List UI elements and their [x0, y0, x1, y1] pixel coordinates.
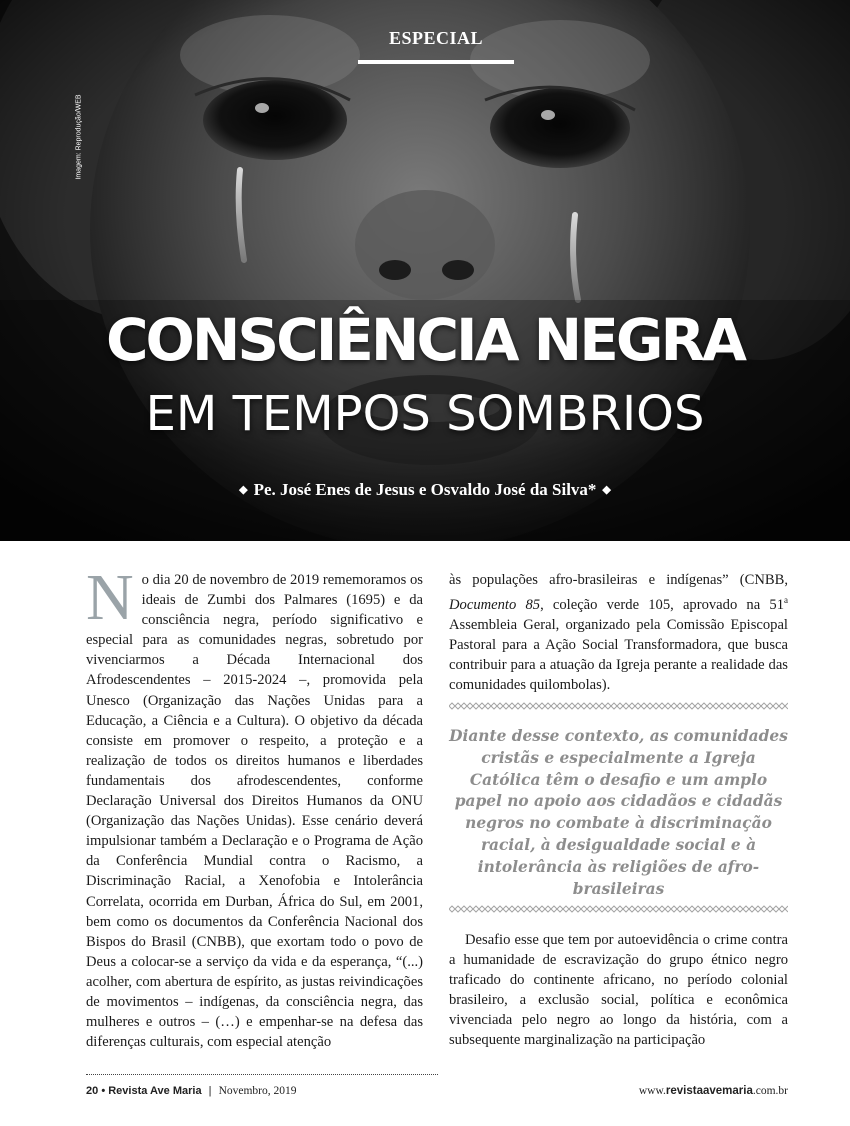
page-number: 20 — [86, 1085, 99, 1097]
footer-separator: | — [208, 1085, 212, 1097]
footer-folio — [86, 1085, 297, 1097]
photo-credit: Imagem: Reprodução/WEB — [75, 94, 83, 180]
article-paragraph: Desafio esse que tem por autoevidência o crime contra a humanidade de escravização do grupo étnico negro traficado do continente africano, no período colonial brasileiro, a exclusão social, política e econômica vivenciada pelo negro ao longo da história, com a subsequente marginalização na participação — [449, 932, 788, 1049]
headline-line-1: CONSCIÊNCIA NEGRA — [105, 306, 745, 374]
footer-divider — [86, 1074, 438, 1075]
issue-date: Novembro, 2019 — [218, 1085, 297, 1097]
section-label: ESPECIAL — [388, 28, 484, 48]
article-column-left — [86, 561, 423, 1052]
diamond-ornament-icon: ◆ — [602, 484, 611, 496]
pullquote-border-bottom — [449, 905, 788, 913]
diamond-ornament-icon: ◆ — [239, 484, 248, 496]
section-underline — [358, 60, 514, 64]
article-paragraph-continued: às populações afro-brasileiras e indígenas” (CNBB, Documento 85, coleção verde 105, aprovado na 51$^a$ Assembleia Geral, organizado pela Comissão Episcopal Pastoral para a Ação Social Transformadora, que busca contribuir para a atuação da Igreja perante a realidade das comunidades quilombolas). — [449, 572, 788, 694]
article-column-right-bottom — [449, 930, 788, 1051]
article-column-right-top — [449, 570, 788, 695]
hero-photo — [0, 0, 850, 541]
document-title: Documento 85 — [449, 596, 541, 613]
pullquote-border-top — [449, 702, 788, 710]
drop-cap: N — [86, 561, 134, 634]
bullet-icon: • — [101, 1085, 106, 1097]
byline — [0, 480, 850, 500]
magazine-name: Revista Ave Maria — [108, 1085, 202, 1097]
headline-line-2: EM TEMPOS SOMBRIOS — [145, 386, 705, 442]
byline-authors: Pe. José Enes de Jesus e Osvaldo José da Silva* — [253, 480, 597, 499]
child-portrait-illustration — [0, 0, 850, 541]
pullquote: Diante desse contexto, as comunidades cristãs e especialmente a Igreja Católica têm o desafio e um amplo papel no apoio aos cidadãos e cidadãs negros no combate à discriminação racial, à desigualdade social e à intolerância às religiões de afro-brasileiras — [449, 727, 788, 898]
footer-website: www.revistaavemaria.com.br — [638, 1085, 788, 1097]
article-paragraph: o dia 20 de novembro de 2019 rememoramos os ideais de Zumbi dos Palmares (1695) e da consciência negra, período significativo e especial para as comunidades negras, sobretudo por vivenciarmos a Década Internacional dos Afrodescendentes – 2015-2024 –, promovida pela Unesco (Organização das Nações Unidas para a Educação, a Ciência e a Cultura). O objetivo da década consiste em promover o respeito, a proteção e a realização de todos os direitos humanos e liberdades fundamentais dos afrodescendentes, conforme Declaração Universal dos Direitos Humanos da ONU (Organização das Nações Unidas). Esse cenário deverá impulsionar também a Declaração e o Programa de Ação da Conferência Mundial contra o Racismo, a Discriminação Racial, a Xenofobia e Intolerância Correlata, ocorrida em Durban, África do Sul, em 2001, bem como os documentos da Conferência Nacional dos Bispos do Brasil (CNBB), que exortam todo o povo de Deus a colocar-se a serviço da vida e da esperança, “(...) acolher, com abertura de espírito, as justas reivindicações de movimentos – indígenas, da consciência negra, das mulheres e outros – (…) e empenhar-se na defesa das diferenças culturais, com especial atenção — [86, 572, 423, 1051]
